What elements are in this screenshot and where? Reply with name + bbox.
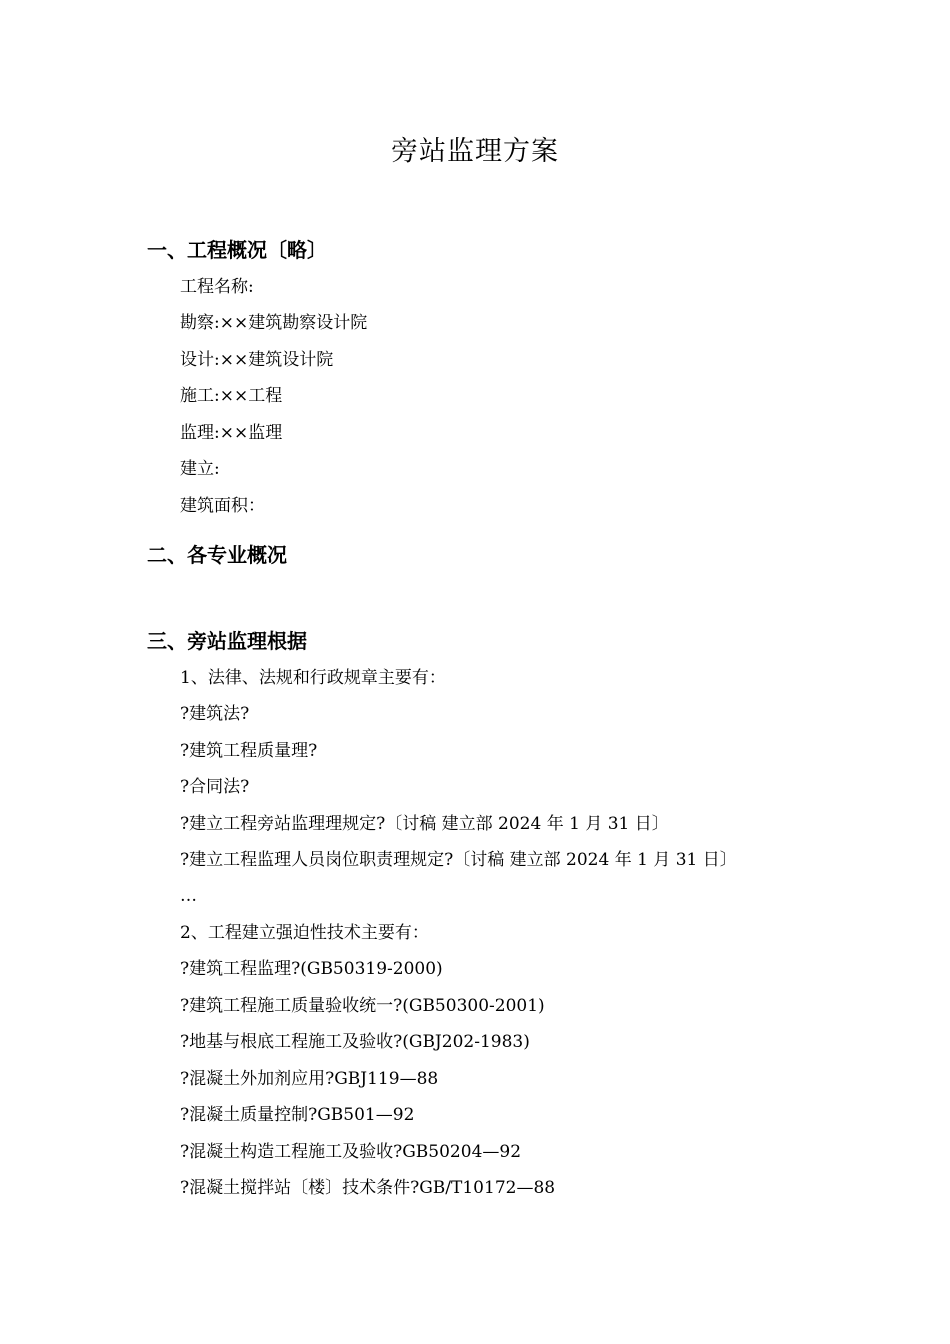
basis-list-item: ?建筑法?	[180, 704, 250, 724]
basis-list-item: ?地基与根底工程施工及验收?(GBJ202-1983)	[180, 1032, 530, 1052]
overview-establish: 建立:	[180, 459, 220, 479]
basis-list-item: ?建立工程监理人员岗位职责理规定?〔讨稿 建立部 2024 年 1 月 31 日〕	[180, 850, 737, 870]
page-title: 旁站监理方案	[391, 136, 559, 167]
basis-list-item: ?混凝土质量控制?GB501—92	[180, 1105, 415, 1125]
overview-design: 设计:××建筑设计院	[180, 350, 334, 370]
basis-subheading-standards: 2、工程建立强迫性技术主要有：	[180, 923, 429, 943]
basis-list-item: ?建筑工程质量理?	[180, 741, 318, 761]
basis-list-item: ?混凝土搅拌站〔楼〕技术条件?GB/T10172—88	[180, 1178, 556, 1198]
basis-list-item: ?合同法?	[180, 777, 250, 797]
section-heading-overview: 一、工程概况〔略〕	[147, 238, 327, 262]
basis-list-item: ?建立工程旁站监理理规定?〔讨稿 建立部 2024 年 1 月 31 日〕	[180, 814, 669, 834]
basis-list-item: ?混凝土构造工程施工及验收?GB50204—92	[180, 1142, 522, 1162]
basis-list-item: ?建筑工程施工质量验收统一?(GB50300-2001)	[180, 996, 545, 1016]
section-heading-basis: 三、旁站监理根据	[147, 629, 307, 653]
overview-building-area: 建筑面积：	[180, 496, 265, 516]
overview-project-name: 工程名称:	[180, 277, 254, 297]
section-heading-specialties: 二、各专业概况	[147, 543, 287, 567]
basis-list-item: ?混凝土外加剂应用?GBJ119—88	[180, 1069, 439, 1089]
basis-subheading-laws: 1、法律、法规和行政规章主要有：	[180, 668, 446, 688]
overview-supervision: 监理:××监理	[180, 423, 283, 443]
basis-ellipsis: …	[180, 886, 197, 906]
overview-survey: 勘察:××建筑勘察设计院	[180, 313, 368, 333]
overview-construction: 施工:××工程	[180, 386, 283, 406]
basis-list-item: ?建筑工程监理?(GB50319-2000)	[180, 959, 443, 979]
